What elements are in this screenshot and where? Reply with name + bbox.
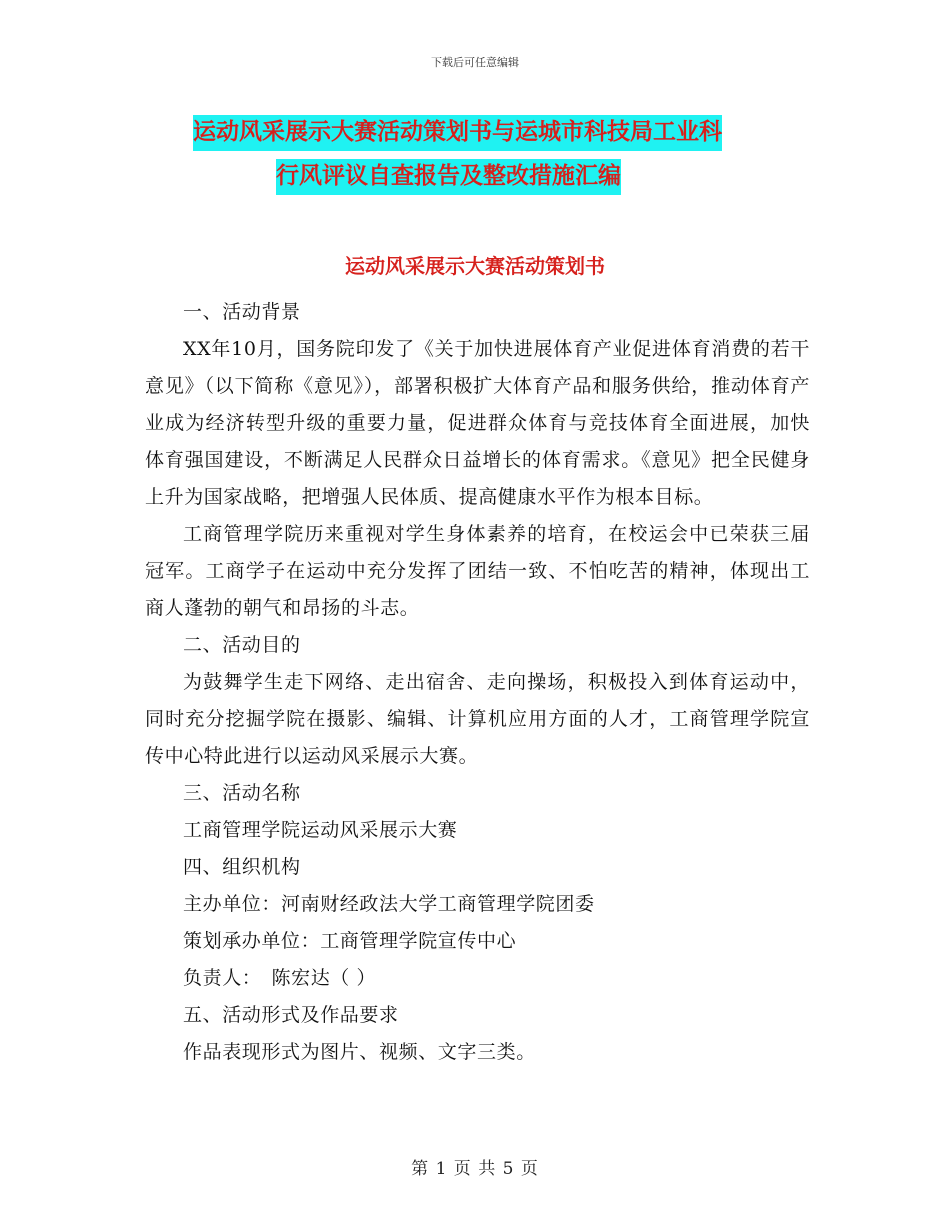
main-title-line-2 [276,157,621,190]
main-title-line-1-text: 运动风采展示大赛活动策划书与运城市科技局工业科 [193,115,722,151]
paragraph-background-1: XX年10月，国务院印发了《关于加快进展体育产业促进体育消费的若干意见》（以下简称《意见》），部署积极扩大体育产品和服务供给，推动体育产业成为经济转型升级的重要力量，促进群众体育与竞技体育全面进展，加快体育强国建设，不断满足人民群众日益增长的体育需求。《意见》把全民健身上升为国家战略，把增强人民体质、提高健康水平作为根本目标。 [145,338,810,508]
page-header-note: 下载后可任意编辑 [431,56,519,69]
section-heading-purpose: 二、活动目的 [183,634,301,656]
paragraph-activity-name: 工商管理学院运动风采展示大赛 [183,819,458,841]
page-footer: 第 1 页 共 5 页 [411,1159,539,1179]
section-heading-name: 三、活动名称 [183,782,301,804]
section-heading-background: 一、活动背景 [183,301,301,323]
paragraph-host-unit: 主办单位：河南财经政法大学工商管理学院团委 [183,893,595,915]
section-heading-organization: 四、组织机构 [183,856,301,878]
paragraph-organizer-unit: 策划承办单位：工商管理学院宣传中心 [183,930,517,952]
paragraph-person-in-charge: 负责人： 陈宏达（ ） [183,967,377,989]
main-title-line-1 [193,113,722,146]
paragraph-purpose: 为鼓舞学生走下网络、走出宿舍、走向操场，积极投入到体育运动中，同时充分挖掘学院在摄影、编辑、计算机应用方面的人才，工商管理学院宣传中心特此进行以运动风采展示大赛。 [145,671,810,767]
paragraph-format: 作品表现形式为图片、视频、文字三类。 [183,1041,536,1063]
main-title-line-2-text: 行风评议自查报告及整改措施汇编 [276,159,621,195]
document-body [145,294,810,1071]
section-heading-format: 五、活动形式及作品要求 [183,1004,399,1026]
document-title: 运动风采展示大赛活动策划书 [345,254,605,278]
paragraph-background-2: 工商管理学院历来重视对学生身体素养的培育，在校运会中已荣获三届冠军。工商学子在运动中充分发挥了团结一致、不怕吃苦的精神，体现出工商人蓬勃的朝气和昂扬的斗志。 [145,523,810,619]
